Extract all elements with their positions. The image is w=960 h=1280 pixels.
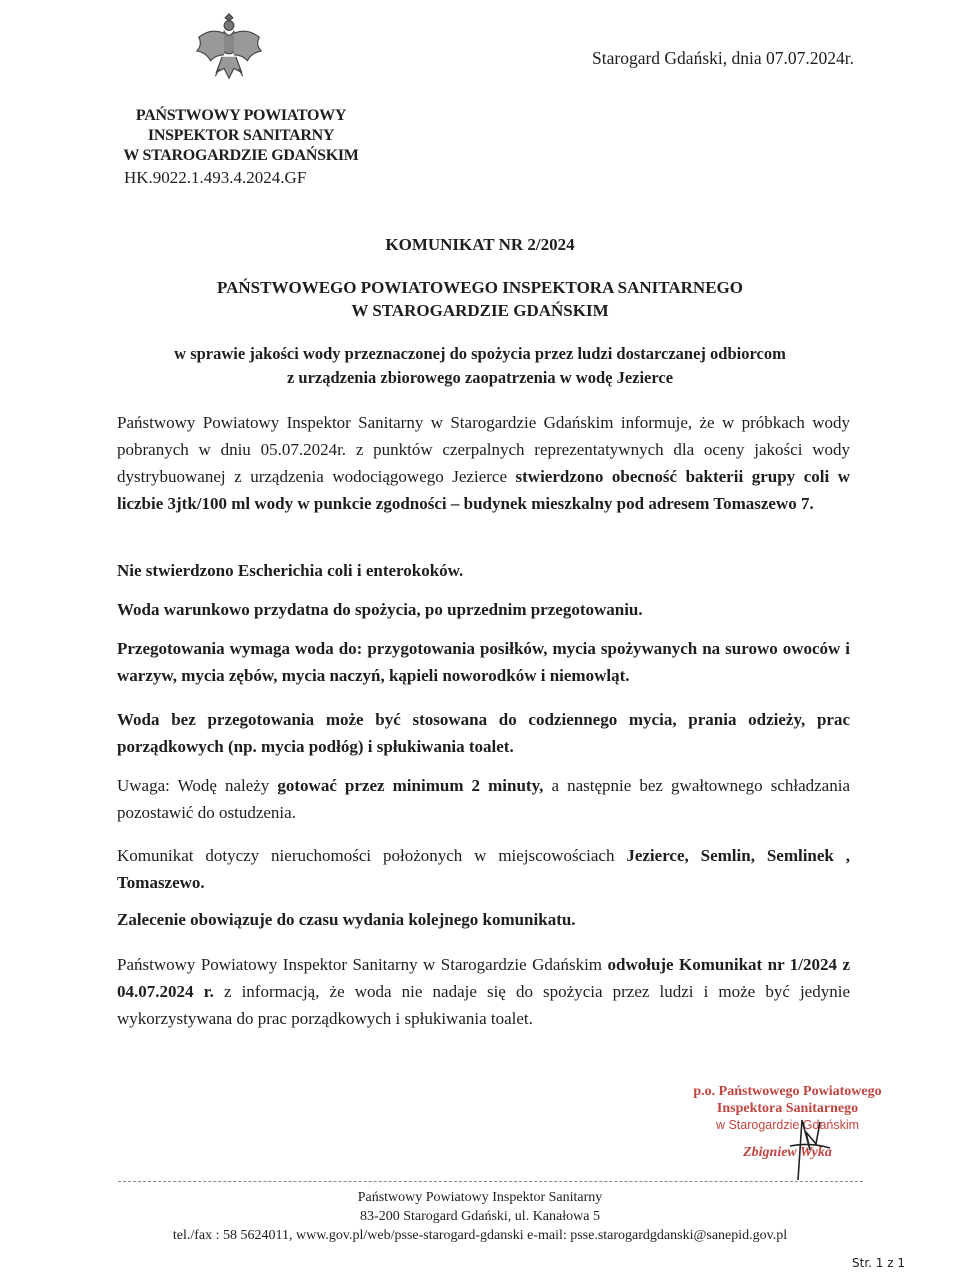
paragraph-validity: Zalecenie obowiązuje do czasu wydania kolejnego komunikatu. [117,910,576,929]
footer-divider [118,1181,863,1182]
document-date: Starogard Gdański, dnia 07.07.2024r. [592,48,854,68]
paragraph-without-boiling: Woda bez przegotowania może być stosowana do codziennego mycia, prania odzieży, prac porządkowych (np. mycia podłóg) i spłukiwania toalet. [117,710,850,756]
footer-contact: tel./fax : 58 5624011, www.gov.pl/web/psse-starogard-gdanski e-mail: psse.starogardgdanski@sanepid.gov.pl [172,1228,788,1243]
paragraph-revocation [117,951,850,1032]
revocation-text-end: z informacją, że woda nie nadaje się do spożycia przez ludzi i może być jedynie wykorzystywana do prac porządkowych i spłukiwania toalet. [117,982,850,1028]
stamp-line: Inspektora Sanitarnego [716,1101,859,1116]
paragraph-no-ecoli: Nie stwierdzono Escherichia coli i enterokoków. [117,561,464,580]
revocation-bold-text: odwołuje Komunikat nr 1/2024 z 04.07.2024 r. [117,955,850,1001]
footer [0,1188,960,1245]
office-line: W STAROGARDZIE GDAŃSKIM [123,147,359,164]
subject [0,342,960,390]
footer-line: 83-200 Starogard Gdański, ul. Kanałowa 5 [360,1209,600,1224]
stamp-name: Zbigniew Wyka [743,1145,832,1160]
warning-bold-text: gotować przez minimum 2 minuty, [277,776,544,795]
stamp-line: w Starogardzie Gdańskim [715,1118,860,1132]
locations-text: Komunikat dotyczy nieruchomości położonych w miejscowościach [117,846,627,865]
office-line: PAŃSTWOWY POWIATOWY [135,107,347,124]
eagle-emblem-icon [190,8,268,86]
findings-bold-text: stwierdzono obecność bakterii grupy coli w liczbie 3jtk/100 ml wody w punkcie zgodności – budynek mieszkalny pod adresem Tomaszewo 7. [117,467,850,513]
locations-list: Jezierce, Semlin, Semlinek , Tomaszewo. [117,846,851,892]
warning-text: Uwaga: Wodę należy [117,776,278,795]
paragraph-warning [117,772,850,826]
revocation-text: Państwowy Powiatowy Inspektor Sanitarny w Starogardzie Gdańskim [117,955,608,974]
footer-line: Państwowy Powiatowy Inspektor Sanitarny [357,1190,603,1205]
announcement-title: KOMUNIKAT NR 2/2024 [385,235,575,254]
findings-text: Państwowy Powiatowy Inspektor Sanitarny w Starogardzie Gdańskim informuje, że w próbkach wody pobranych w dniu 05.07.2024r. z punktów czerpalnych reprezentatywnych dla oceny jakości wody dystrybuowanej z urządzenia wodociągowego Jezierce [117,413,850,486]
paragraph-findings [117,409,850,517]
subject-line: w sprawie jakości wody przeznaczonej do spożycia przez ludzi dostarczanej odbiorcom [174,344,786,363]
warning-text-end: a następnie bez gwałtownego schładzania pozostawić do ostudzenia. [117,776,850,822]
paragraph-boiling-required: Przegotowania wymaga woda do: przygotowania posiłków, mycia spożywanych na surowo owoców i warzyw, mycia zębów, mycia naczyń, kąpieli noworodków i niemowląt. [117,639,850,685]
subject-line: z urządzenia zbiorowego zaopatrzenia w wodę Jezierce [286,368,674,387]
handwritten-signature [760,1110,850,1190]
page-number: Str. 1 z 1 [852,1256,905,1270]
reference-number: HK.9022.1.493.4.2024.GF [124,168,307,187]
stamp-line: p.o. Państwowego Powiatowego [693,1084,882,1099]
issuer-title-line: PAŃSTWOWEGO POWIATOWEGO INSPEKTORA SANITARNEGO [217,278,743,297]
paragraph-conditional-fitness: Woda warunkowo przydatna do spożycia, po uprzednim przegotowaniu. [117,600,643,619]
issuer-title-line: W STAROGARDZIE GDAŃSKIM [351,301,609,320]
paragraph-locations [117,842,850,896]
office-name [96,106,386,166]
issuer-title [0,276,960,322]
office-line: INSPEKTOR SANITARNY [147,127,335,144]
